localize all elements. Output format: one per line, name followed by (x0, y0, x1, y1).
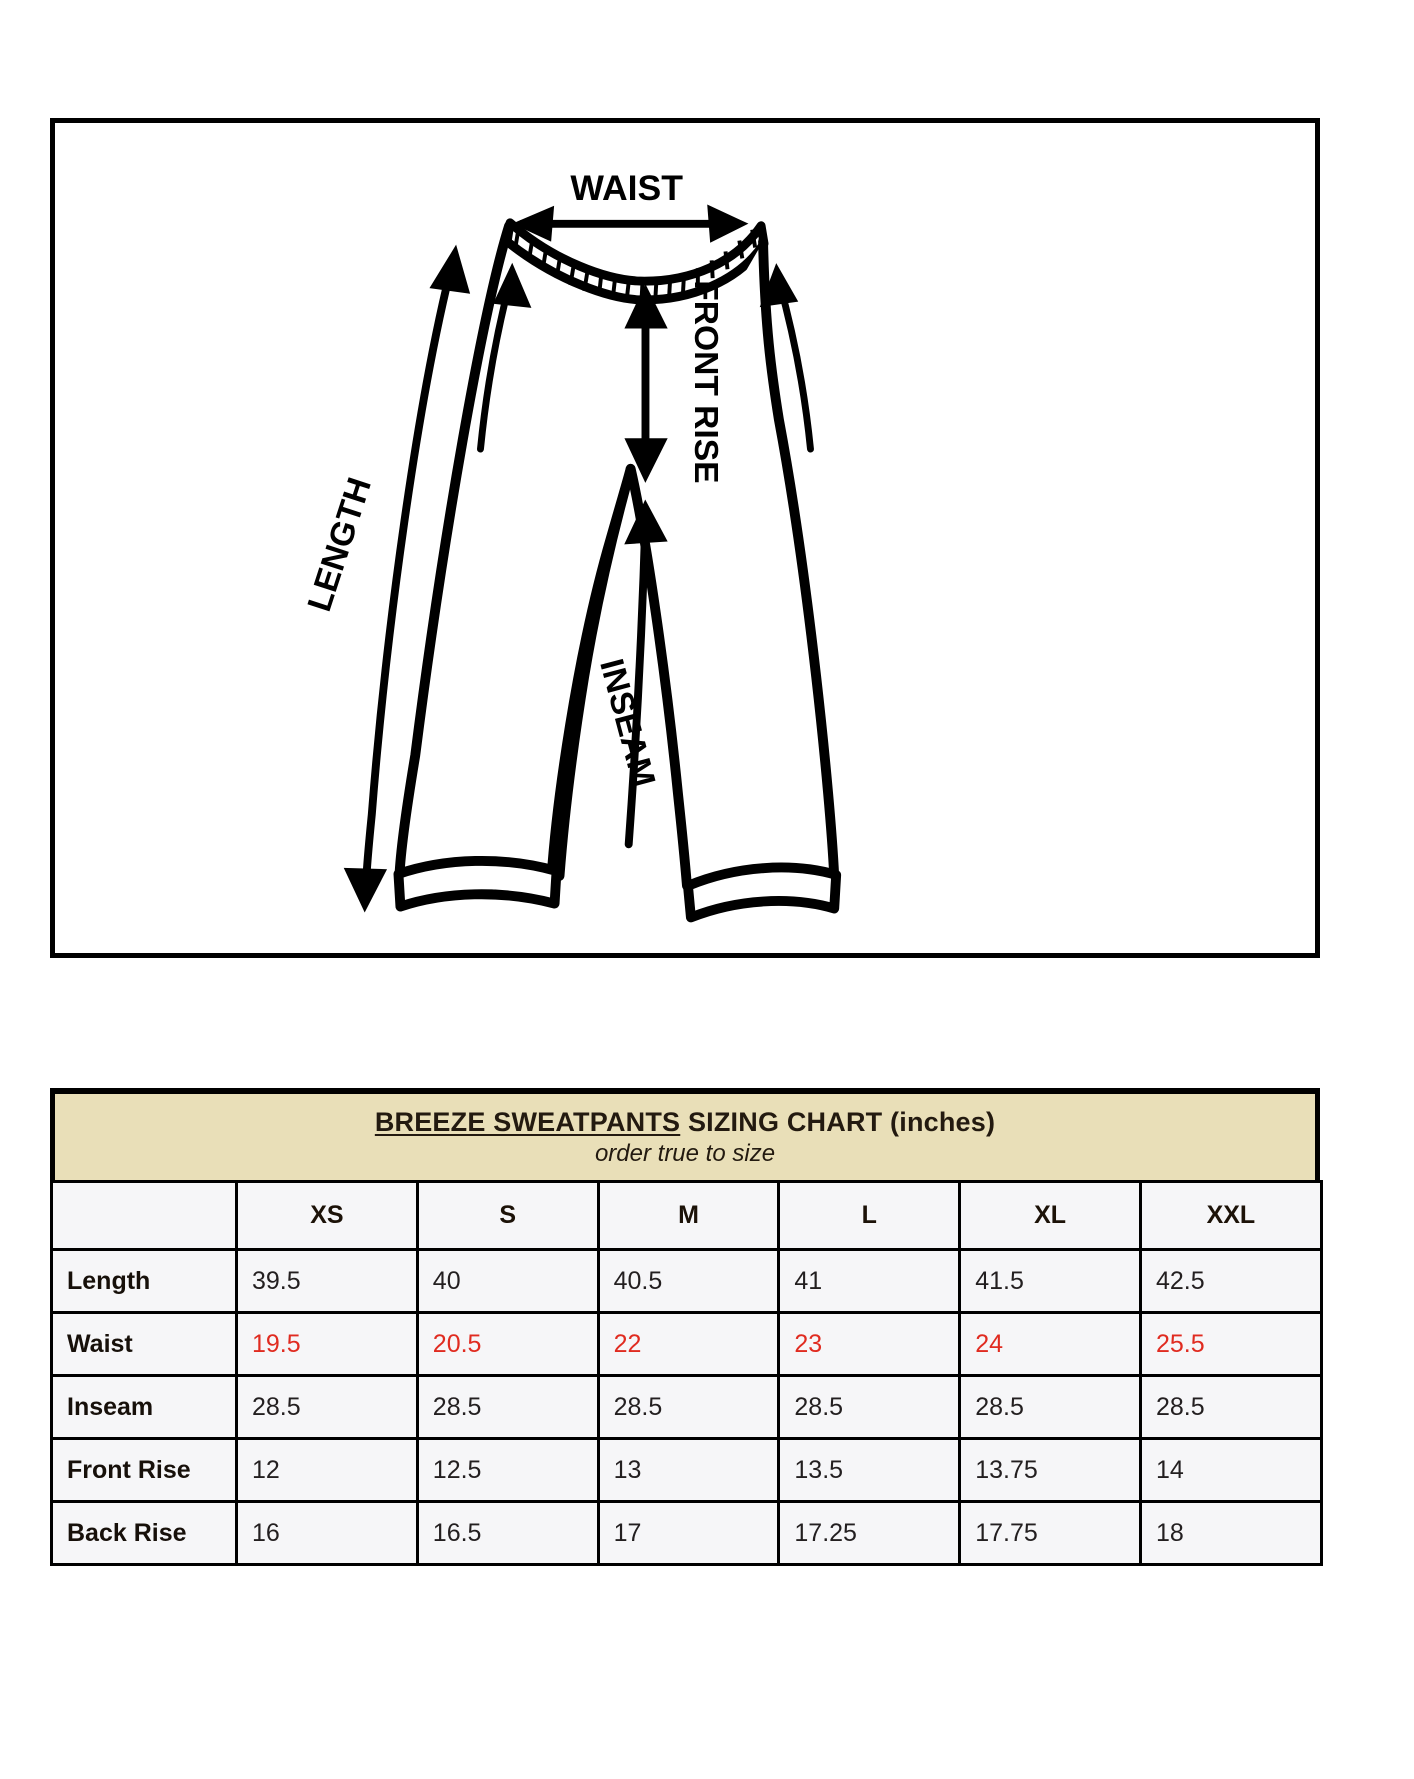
cell-length-m: 40.5 (598, 1250, 779, 1313)
cell-inseam-l: 28.5 (779, 1376, 960, 1439)
cell-back-rise-xxl: 18 (1140, 1502, 1321, 1565)
table-row (52, 1376, 1322, 1439)
column-header-l: L (779, 1182, 960, 1250)
cell-front-rise-xs: 12 (237, 1439, 418, 1502)
cell-inseam-xs: 28.5 (237, 1376, 418, 1439)
cell-front-rise-xxl: 14 (1140, 1439, 1321, 1502)
cell-inseam-xl: 28.5 (960, 1376, 1141, 1439)
table-row (52, 1502, 1322, 1565)
column-header-s: S (417, 1182, 598, 1250)
cell-waist-l: 23 (779, 1313, 960, 1376)
cell-length-xs: 39.5 (237, 1250, 418, 1313)
chart-subtitle: order true to size (594, 1139, 776, 1167)
table-corner-cell (52, 1182, 237, 1250)
front-rise-label: FRONT RISE (686, 280, 724, 484)
row-label-inseam: Inseam (52, 1376, 237, 1439)
table-row (52, 1439, 1322, 1502)
cell-waist-xl: 24 (960, 1313, 1141, 1376)
column-header-xl: XL (960, 1182, 1141, 1250)
cell-inseam-s: 28.5 (417, 1376, 598, 1439)
cell-back-rise-xs: 16 (237, 1502, 418, 1565)
row-label-back-rise: Back Rise (52, 1502, 237, 1565)
cell-front-rise-m: 13 (598, 1439, 779, 1502)
column-header-m: M (598, 1182, 779, 1250)
sizing-table (50, 1180, 1323, 1566)
table-header-row (52, 1182, 1322, 1250)
illustration-panel (50, 118, 1320, 958)
inseam-label: INSEAM (592, 655, 662, 791)
product-name: BREEZE SWEATPANTS (374, 1106, 681, 1137)
left-cuff (398, 861, 556, 907)
table-body (52, 1250, 1322, 1565)
cell-front-rise-s: 12.5 (417, 1439, 598, 1502)
cell-back-rise-l: 17.25 (779, 1502, 960, 1565)
cell-inseam-xxl: 28.5 (1140, 1376, 1321, 1439)
table-header (52, 1182, 1322, 1250)
front-rise-arrow-icon (631, 293, 662, 474)
sweatpants-diagram (55, 123, 1315, 953)
waist-arrow-icon (522, 211, 739, 237)
column-header-xxl: XXL (1140, 1182, 1321, 1250)
waist-label: WAIST (570, 168, 684, 209)
cell-front-rise-xl: 13.75 (960, 1439, 1141, 1502)
table-row (52, 1250, 1322, 1313)
cell-back-rise-m: 17 (598, 1502, 779, 1565)
chart-title-rest: SIZING CHART (inches) (680, 1106, 996, 1137)
row-label-length: Length (52, 1250, 237, 1313)
cell-length-l: 41 (779, 1250, 960, 1313)
cell-waist-xs: 19.5 (237, 1313, 418, 1376)
cell-length-xxl: 42.5 (1140, 1250, 1321, 1313)
cell-length-s: 40 (417, 1250, 598, 1313)
cell-length-xl: 41.5 (960, 1250, 1141, 1313)
cell-waist-m: 22 (598, 1313, 779, 1376)
column-header-xs: XS (237, 1182, 418, 1250)
pants-outline (399, 226, 834, 886)
chart-title (375, 1107, 995, 1138)
table-row (52, 1313, 1322, 1376)
cell-back-rise-s: 16.5 (417, 1502, 598, 1565)
right-cuff (688, 868, 836, 918)
title-band (50, 1088, 1320, 1180)
length-label: LENGTH (301, 473, 379, 616)
cell-front-rise-l: 13.5 (779, 1439, 960, 1502)
cell-waist-s: 20.5 (417, 1313, 598, 1376)
row-label-front-rise: Front Rise (52, 1439, 237, 1502)
cell-inseam-m: 28.5 (598, 1376, 779, 1439)
row-label-waist: Waist (52, 1313, 237, 1376)
cell-waist-xxl: 25.5 (1140, 1313, 1321, 1376)
cell-back-rise-xl: 17.75 (960, 1502, 1141, 1565)
